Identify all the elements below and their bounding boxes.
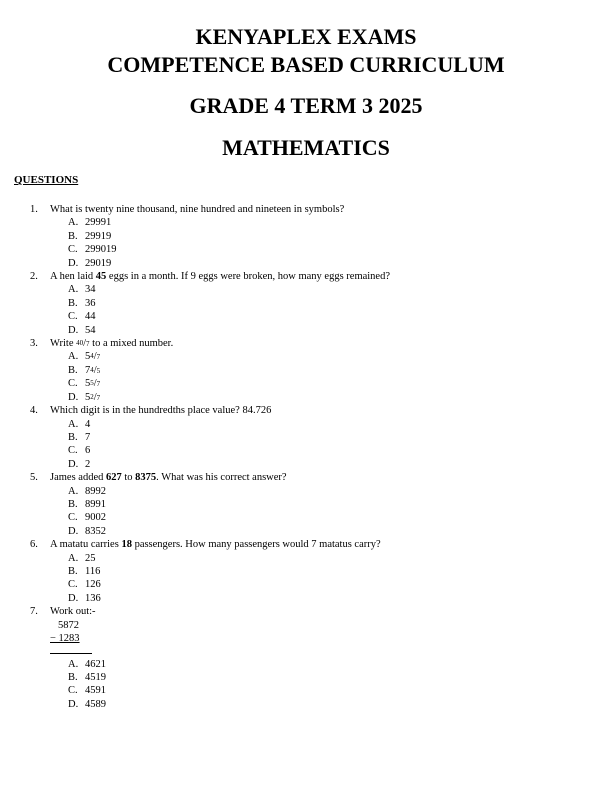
option: B. 7 xyxy=(68,431,91,443)
option: D. 29019 xyxy=(68,257,112,269)
option: A. 34 xyxy=(68,284,96,296)
question-text: Which digit is in the hundredths place value? 84.726 xyxy=(50,405,272,417)
question-2: 2. A hen laid 45 eggs in a month. If 9 eggs were broken, how many eggs remained? xyxy=(30,271,391,283)
options-4 xyxy=(68,418,590,472)
fraction: $^{40}$ / 7 xyxy=(76,338,90,350)
question-5: 5. James added 627 to 8375. What was his correct answer? xyxy=(30,472,287,484)
question-4: 4. Which digit is in the hundredths place value? 84.726 xyxy=(30,405,272,417)
options-6 xyxy=(68,552,590,606)
question-text: A matatu carries 18 passengers. How many passengers would 7 matatus carry? xyxy=(50,539,381,551)
answer-line xyxy=(50,645,92,654)
subtraction-working xyxy=(50,619,590,654)
section-title: QUESTIONS xyxy=(14,174,79,186)
question-list xyxy=(30,203,590,711)
option: B. 7 $^4$ / 5 xyxy=(68,364,101,376)
subtrahend: − 1283 xyxy=(50,632,80,644)
option: A. 5 $^4$ / 7 xyxy=(68,351,101,363)
option: D. 5 $^2$ / 7 xyxy=(68,391,101,403)
subject-title: MATHEMATICS xyxy=(222,135,390,160)
option: D. 54 xyxy=(68,324,96,336)
options-2 xyxy=(68,283,590,337)
option: A. 4 xyxy=(68,418,91,430)
question-text: Write $^{40}$ / 7 to a mixed number. xyxy=(50,338,174,350)
options-5 xyxy=(68,485,590,539)
option: B. 8991 xyxy=(68,498,106,510)
option: C. 6 xyxy=(68,445,91,457)
option: C. 5 $^5$ / 7 xyxy=(68,378,101,390)
curriculum-title: COMPETENCE BASED CURRICULUM xyxy=(107,52,505,77)
question-text: Work out:- xyxy=(50,606,96,618)
option: C. 299019 xyxy=(68,244,117,256)
option: B. 29919 xyxy=(68,230,112,242)
option: C. 9002 xyxy=(68,512,106,524)
option: B. 116 xyxy=(68,565,101,577)
option: D. 8352 xyxy=(68,525,106,537)
option: A. 29991 xyxy=(68,217,112,229)
minuend: 5872 xyxy=(58,619,79,631)
option: D. 4589 xyxy=(68,698,106,710)
question-text: What is twenty nine thousand, nine hundred and nineteen in symbols? xyxy=(50,204,345,215)
exam-provider-title: KENYAPLEX EXAMS xyxy=(195,24,417,49)
option: C. 4591 xyxy=(68,685,106,697)
options-7 xyxy=(68,658,590,712)
question-1: 1. What is twenty nine thousand, nine hundred and nineteen in symbols? xyxy=(30,204,345,215)
option: B. 4519 xyxy=(68,672,106,683)
option: A. 25 xyxy=(68,552,96,564)
question-3: 3. Write $^{40}$ / 7 to a mixed number. xyxy=(30,338,174,350)
grade-term-title: GRADE 4 TERM 3 2025 xyxy=(189,93,423,118)
question-7: 7. Work out:- xyxy=(30,606,96,618)
options-1 xyxy=(68,216,590,270)
option: D. 136 xyxy=(68,592,101,604)
option: D. 2 xyxy=(68,458,91,470)
option: C. 126 xyxy=(68,579,101,591)
question-text: James added 627 to 8375. What was his correct answer? xyxy=(50,472,287,484)
question-6: 6. A matatu carries 18 passengers. How many passengers would 7 matatus carry? xyxy=(30,539,381,551)
options-3 xyxy=(68,350,590,404)
option: B. 36 xyxy=(68,297,96,309)
option: C. 44 xyxy=(68,311,96,323)
question-text: A hen laid 45 eggs in a month. If 9 eggs were broken, how many eggs remained? xyxy=(50,271,391,283)
option: A. 8992 xyxy=(68,485,106,497)
option: A. 4621 xyxy=(68,658,106,670)
